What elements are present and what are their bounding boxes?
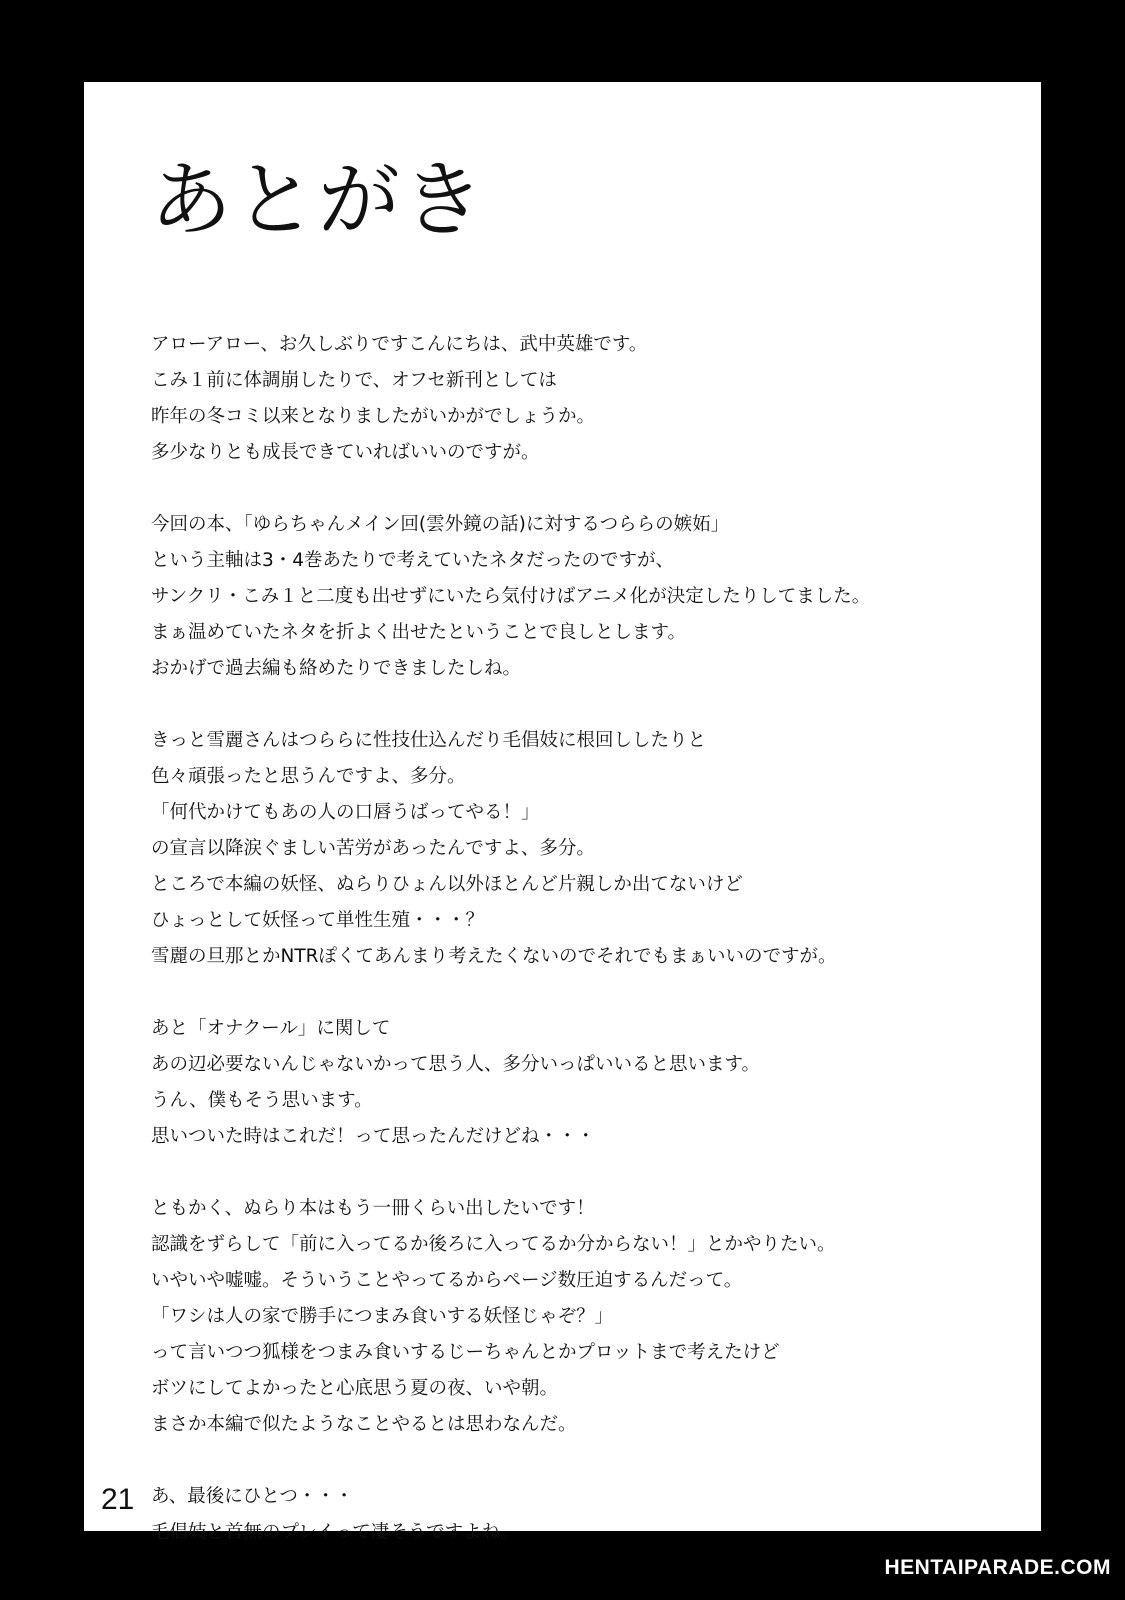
text-line: アローアロー、お久しぶりですこんにちは、武中英雄です。 (151, 334, 648, 355)
text-line: ひょっとして妖怪って単性生殖・・・？ (151, 910, 485, 931)
text-line: 認識をずらして「前に入ってるか後ろに入ってるか分からない！」とかやりたい。 (151, 1234, 836, 1255)
text-line: あの辺必要ないんじゃないかって思う人、多分いっぱいいると思います。 (151, 1054, 761, 1075)
text-line: 昨年の冬コミ以来となりましたがいかがでしょうか。 (151, 406, 596, 427)
text-line: 多少なりとも成長できていればいいのですが。 (151, 442, 540, 463)
text-line: 毛倡妓と首無のプレイって凄そうですよね。 (151, 1522, 519, 1543)
text-line: 雪麗の旦那とかNTRぽくてあんまり考えたくないのでそれでもまぁいいのですが。 (151, 946, 837, 967)
text-line: あ、最後にひとつ・・・ (151, 1486, 354, 1507)
text-line: ところで本編の妖怪、ぬらりひょん以外ほとんど片親しか出てないけど (151, 874, 743, 895)
text-line: の宣言以降涙ぐましい苦労があったんですよ、多分。 (151, 838, 595, 859)
paragraph (151, 1191, 1031, 1443)
text-line: おかげで過去編も絡めたりできましたしね。 (151, 658, 522, 679)
site-watermark: HENTAIPARADE.COM (884, 1556, 1111, 1579)
text-line: こみ１前に体調崩したりで、オフセ新刊としては (151, 370, 557, 391)
text-line: うん、僕もそう思います。 (151, 1090, 373, 1111)
paragraph (151, 507, 1031, 687)
text-line: いやいや嘘嘘。そういうことやってるからページ数圧迫するんだって。 (151, 1270, 743, 1291)
text-line: 思いついた時はこれだ！って思ったんだけどね・・・ (151, 1126, 596, 1147)
text-line: 色々頑張ったと思うんですよ、多分。 (151, 766, 466, 787)
text-line: きっと雪麗さんはつららに性技仕込んだり毛倡妓に根回ししたりと (151, 730, 707, 751)
page-title: あとがき (150, 153, 487, 248)
text-line: サンクリ・こみ１と二度も出せずにいたら気付けばアニメ化が決定したりしてました。 (151, 586, 871, 607)
text-line: ともかく、ぬらり本はもう一冊くらい出したいです！ (151, 1198, 595, 1219)
text-line: まさか本編で似たようなことやるとは思わなんだ。 (151, 1414, 577, 1435)
text-line: あと「オナクール」に関して (151, 1018, 391, 1039)
text-line: って言いつつ狐様をつまみ食いするじーちゃんとかプロットまで考えたけど (151, 1342, 780, 1363)
page-number: 21 (101, 1483, 135, 1516)
paragraph (151, 723, 1031, 975)
afterword-body (151, 327, 1031, 1587)
text-line: 今回の本、「ゆらちゃんメイン回(雲外鏡の話)に対するつららの嫉妬」 (151, 514, 730, 535)
text-line: という主軸は3・4巻あたりで考えていたネタだったのですが、 (151, 550, 675, 571)
paragraph (151, 327, 1031, 471)
text-line: 「ワシは人の家で勝手につまみ食いする妖怪じゃぞ？」 (151, 1306, 614, 1327)
paragraph (151, 1011, 1031, 1155)
text-line: 「何代かけてもあの人の口唇うばってやる！」 (151, 802, 540, 823)
paragraph (151, 1479, 1031, 1551)
text-line: まぁ温めていたネタを折よく出せたということで良しとします。 (151, 622, 687, 643)
text-line: ボツにしてよかったと心底思う夏の夜、いや朝。 (151, 1378, 559, 1399)
afterword-page (81, 79, 1044, 1543)
